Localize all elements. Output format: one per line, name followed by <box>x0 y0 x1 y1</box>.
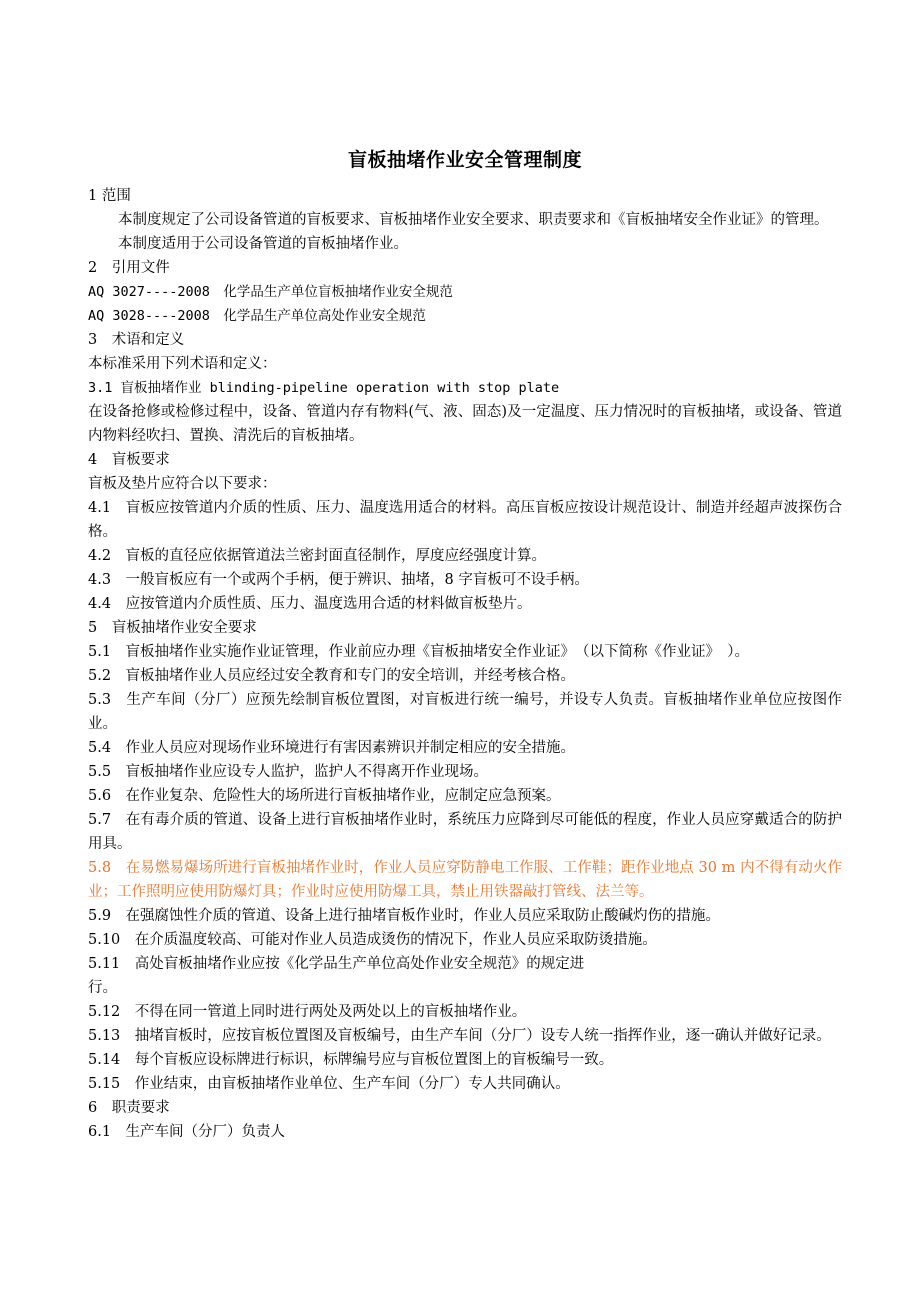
section-3-heading: 3 术语和定义 <box>88 332 185 348</box>
clause-4-4: 4.4 应按管道内介质性质、压力、温度选用合适的材料做盲板垫片。 <box>88 596 532 612</box>
clause-6-1: 6.1 生产车间（分厂）负责人 <box>88 1124 286 1140</box>
terms-intro: 本标准采用下列术语和定义： <box>88 356 277 372</box>
section-1-heading: 1 范围 <box>88 188 131 204</box>
clause-5-10: 5.10 在介质温度较高、可能对作业人员造成烫伤的情况下，作业人员应采取防烫措施。 <box>88 932 657 948</box>
reference-aq3027: AQ 3027----2008 化学品生产单位盲板抽堵作业安全规范 <box>88 284 453 300</box>
section-6-heading: 6 职责要求 <box>88 1100 170 1116</box>
clause-5-15: 5.15 作业结束，由盲板抽堵作业单位、生产车间（分厂）专人共同确认。 <box>88 1076 570 1092</box>
blind-requirements-intro: 盲板及垫片应符合以下要求： <box>88 476 277 492</box>
clause-4-2: 4.2 盲板的直径应依据管道法兰密封面直径制作，厚度应经强度计算。 <box>88 548 547 564</box>
scope-paragraph-1: 本制度规定了公司设备管道的盲板要求、盲板抽堵作业安全要求、职责要求和《盲板抽堵安全作业证》的管理。 <box>118 212 829 228</box>
clause-5-6: 5.6 在作业复杂、危险性大的场所进行盲板抽堵作业，应制定应急预案。 <box>88 788 561 804</box>
clause-5-9: 5.9 在强腐蚀性介质的管道、设备上进行抽堵盲板作业时，作业人员应采取防止酸碱灼伤的措施。 <box>88 908 721 924</box>
document-title: 盲板抽堵作业安全管理制度 <box>347 149 582 171</box>
section-5-heading: 5 盲板抽堵作业安全要求 <box>88 620 257 636</box>
term-3-1: 3.1 盲板抽堵作业 blinding-pipeline operation with stop plate <box>88 380 560 396</box>
scope-paragraph-2: 本制度适用于公司设备管道的盲板抽堵作业。 <box>118 236 408 252</box>
document-body <box>88 184 842 1144</box>
clause-5-11: 5.11 高处盲板抽堵作业应按《化学品生产单位高处作业安全规范》的规定进 <box>88 956 585 972</box>
clause-5-11-continued: 行。 <box>88 980 117 996</box>
clause-5-1: 5.1 盲板抽堵作业实施作业证管理，作业前应办理《盲板抽堵安全作业证》 （以下简称《作业证》 ）。 <box>88 644 750 660</box>
clause-5-2: 5.2 盲板抽堵作业人员应经过安全教育和专门的安全培训，并经考核合格。 <box>88 668 576 684</box>
clause-4-1: 4.1 盲板应按管道内介质的性质、压力、温度选用适合的材料。高压盲板应按设计规范设计、制造并经超声波探伤合格。 <box>88 500 842 540</box>
document-page <box>88 0 842 1302</box>
clause-5-13: 5.13 抽堵盲板时，应按盲板位置图及盲板编号，由生产车间（分厂）设专人统一指挥作业，逐一确认并做好记录。 <box>88 1028 831 1044</box>
section-2-heading: 2 引用文件 <box>88 260 170 276</box>
term-3-1-definition: 在设备抢修或检修过程中，设备、管道内存有物料(气、液、固态)及一定温度、压力情况时的盲板抽堵，或设备、管道内物料经吹扫、置换、清洗后的盲板抽堵。 <box>88 404 842 444</box>
clause-5-5: 5.5 盲板抽堵作业应设专人监护，监护人不得离开作业现场。 <box>88 764 489 780</box>
clause-5-12: 5.12 不得在同一管道上同时进行两处及两处以上的盲板抽堵作业。 <box>88 1004 527 1020</box>
clause-5-4: 5.4 作业人员应对现场作业环境进行有害因素辨识并制定相应的安全措施。 <box>88 740 576 756</box>
section-4-heading: 4 盲板要求 <box>88 452 170 468</box>
reference-aq3028: AQ 3028----2008 化学品生产单位高处作业安全规范 <box>88 308 426 324</box>
clause-5-8-highlighted: 5.8 在易燃易爆场所进行盲板抽堵作业时，作业人员应穿防静电工作服、工作鞋；距作业地点 30 m 内不得有动火作业；工作照明应使用防爆灯具；作业时应使用防爆工具，禁止用铁器敲打管线、法兰等。 <box>88 860 842 900</box>
clause-5-3: 5.3 生产车间（分厂）应预先绘制盲板位置图，对盲板进行统一编号，并设专人负责。盲板抽堵作业单位应按图作业。 <box>88 692 842 732</box>
clause-4-3: 4.3 一般盲板应有一个或两个手柄，便于辨识、抽堵，8 字盲板可不设手柄。 <box>88 572 589 588</box>
clause-5-14: 5.14 每个盲板应设标牌进行标识，标牌编号应与盲板位置图上的盲板编号一致。 <box>88 1052 614 1068</box>
clause-5-7: 5.7 在有毒介质的管道、设备上进行盲板抽堵作业时，系统压力应降到尽可能低的程度，作业人员应穿戴适合的防护用具。 <box>88 812 842 852</box>
